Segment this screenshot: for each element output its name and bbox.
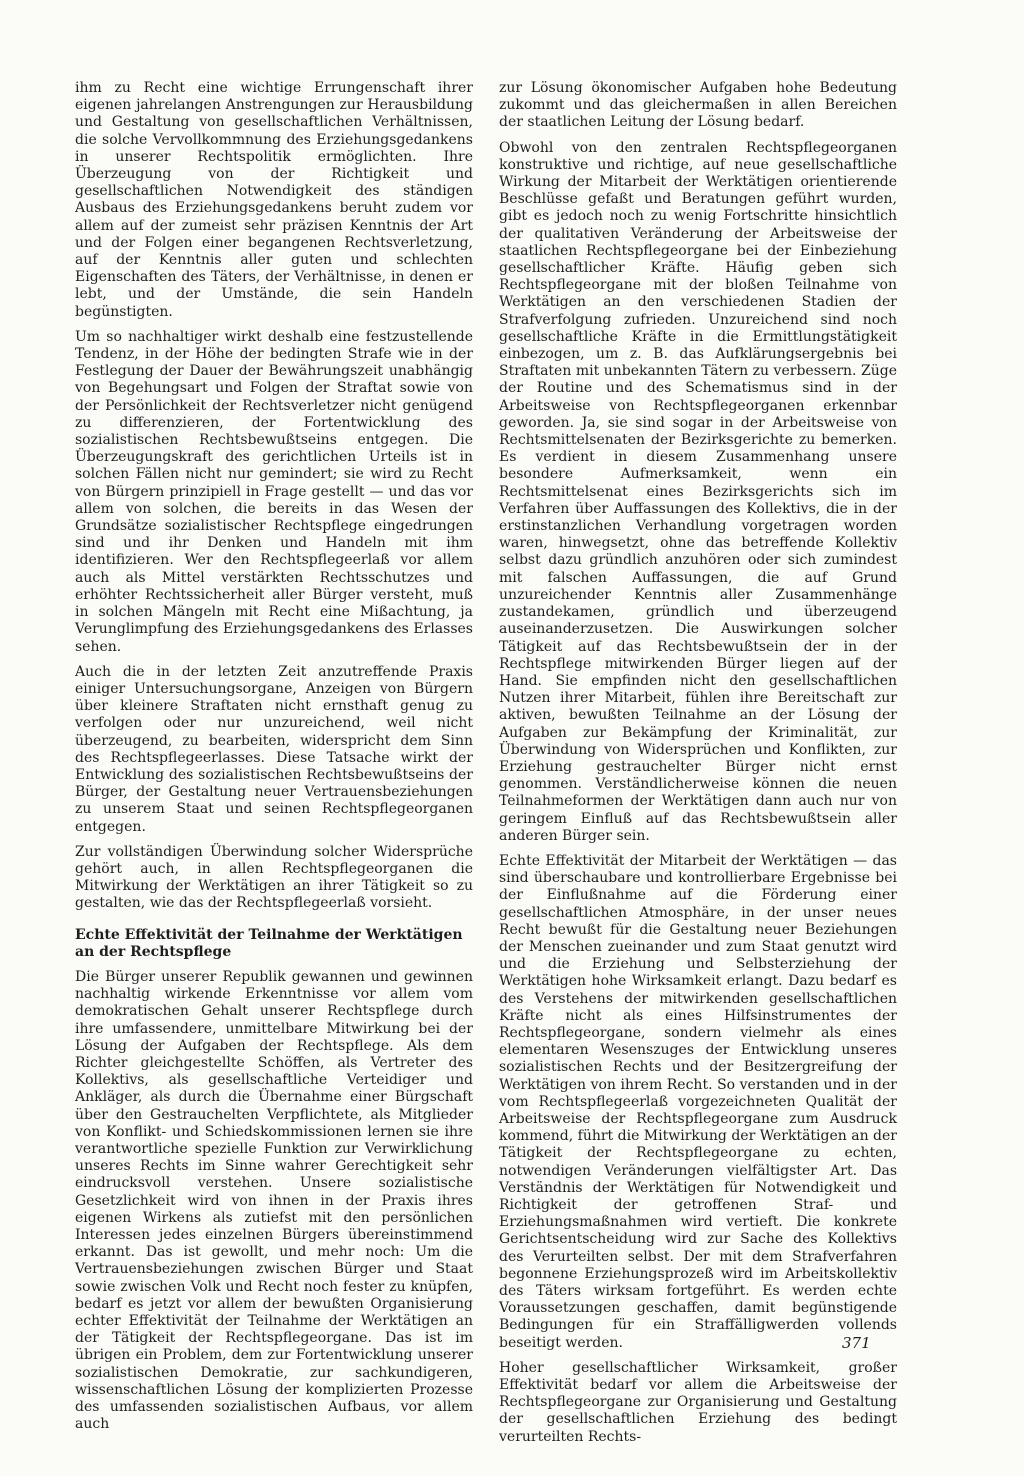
paragraph: Hoher gesellschaftlicher Wirksamkeit, großer Effektivität bedarf vor allem die Arbeitsweise der Rechtspflegeorgane zur Organisierung und Gestaltung der gesellschaftlichen Erziehung des bedingt verurteilten Rechts-	[499, 1359, 897, 1445]
paragraph: zur Lösung ökonomischer Aufgaben hohe Bedeutung zukommt und das gleichermaßen in allen Bereichen der staatlichen Leitung der Lösung bedarf.	[499, 80, 897, 131]
paragraph: Die Bürger unserer Republik gewannen und gewinnen nachhaltig wirkende Erkenntnisse vor allem vom demokratischen Gehalt unserer Rechtspflege durch ihre umfassendere, unmittelbare Mitwirkung bei der Lösung der Aufgaben der Rechtspflege. Als dem Richter gleichgestellte Schöffen, als Vertreter des Kollektivs, als gesellschaftliche Verteidiger und Ankläger, als durch die Übernahme einer Bürgschaft über den Gestrauchelten Verpflichtete, als Mitglieder von Konflikt- und Schiedskommissionen lernen sie ihre verantwortliche spezielle Funktion zur Verwirklichung unseres Rechts im Sinne wahrer Gerechtigkeit sehr eindrucksvoll verstehen. Unsere sozialistische Gesetzlichkeit wird von ihnen in der Praxis ihres eigenen Wirkens als zutiefst mit den persönlichen Interessen jedes einzelnen Bürgers übereinstimmend erkannt. Das ist gewollt, und mehr noch: Um die Vertrauensbeziehungen zwischen Bürger und Staat sowie zwischen Volk und Recht noch fester zu knüpfen, bedarf es jetzt vor allem der bewußten Organisierung echter Effektivität der Teilnahme der Werktätigen an der Tätigkeit der Rechtspflegeorgane. Das ist im übrigen ein Problem, dem zur Fortentwicklung unserer sozialistischen Demokratie, zur sachkundigeren, wissenschaftlichen Lösung der komplizierten Prozesse des umfassenden sozialistischen Aufbaus, vor allem auch	[75, 968, 473, 1433]
paragraph: Obwohl von den zentralen Rechtspflegeorganen konstruktive und richtige, auf neue gesellschaftliche Wirkung der Mitarbeit der Werktätigen orientierende Beschlüsse gefaßt und Beratungen geführt wurden, gibt es jedoch noch zu wenig Fortschritte hinsichtlich der qualitativen Veränderung der Arbeitsweise der staatlichen Rechtspflegeorgane bei der Einbeziehung gesellschaftlicher Kräfte. Häufig geben sich Rechtspflegeorgane mit der bloßen Teilnahme von Werktätigen an den verschiedenen Stadien der Strafverfolgung zufrieden. Unzureichend sind noch gesellschaftliche Kräfte in die Ermittlungstätigkeit einbezogen, um z. B. das Aufklärungsergebnis bei Straftaten mit unbekannten Tätern zu verbessern. Züge der Routine und des Schematismus sind in der Arbeitsweise von Rechtspflegeorganen erkennbar geworden. Ja, sie sind sogar in der Arbeitsweise von Rechtsmittelsenaten der Bezirksgerichte zu bemerken. Es verdient in diesem Zusammenhang unsere besondere Aufmerksamkeit, wenn ein Rechtsmittelsenat eines Bezirksgerichts sich im Verfahren über Auffassungen des Kollektivs, die in der erstinstanzlichen Verhandlung vorgetragen worden waren, hinwegsetzt, ohne das betreffende Kollektiv selbst dazu gründlich anzuhören oder sich zumindest mit falschen Auffassungen, die auf Grund unzureichender Kenntnis aller Zusammenhänge zustandekamen, gründlich und überzeugend auseinanderzusetzen. Die Auswirkungen solcher Tätigkeit auf das Rechtsbewußtsein der in der Rechtspflege mitwirkenden Bürger liegen auf der Hand. Sie empfinden nicht den gesellschaftlichen Nutzen ihrer Mitarbeit, fühlen ihre Bereitschaft zur aktiven, bewußten Teilnahme an der Lösung der Aufgaben zur Bekämpfung der Kriminalität, zur Überwindung von Widersprüchen und Konflikten, zur Erziehung gestrauchelter Bürger nicht ernst genommen. Verständlicherweise können die neuen Teilnahmeformen der Werktätigen dann auch nur von geringem Einfluß auf das Rechtsbewußtsein aller anderen Bürger sein.	[499, 139, 897, 844]
paragraph: Auch die in der letzten Zeit anzutreffende Praxis einiger Untersuchungsorgane, Anzeigen von Bürgern über kleinere Straftaten nicht ernsthaft genug zu verfolgen oder nur unzureichend, weil nicht überzeugend, zu bearbeiten, widerspricht dem Sinn des Rechtspflegeerlasses. Diese Tatsache wirkt der Entwicklung des sozialistischen Rechtsbewußtseins der Bürger, der Gestaltung neuer Vertrauensbeziehungen zu unserem Staat und seinen Rechtspflegeorganen entgegen.	[75, 663, 473, 835]
paragraph: ihm zu Recht eine wichtige Errungenschaft ihrer eigenen jahrelangen Anstrengungen zur Herausbildung und Gestaltung von gesellschaftlichen Verhältnissen, die solche Vervollkommnung des Erziehungsgedankens in unserer Rechtspolitik ermöglichten. Ihre Überzeugung von der Richtigkeit und gesellschaftlichen Notwendigkeit des ständigen Ausbaus des Erziehungsgedankens beruht zudem vor allem auf der zumeist sehr präzisen Kenntnis der Art und der Folgen einer begangenen Rechtsverletzung, auf der Kenntnis aller guten und schlechten Eigenschaften des Täters, der Verhältnisse, in denen er lebt, und der Umstände, die sein Handeln begünstigten.	[75, 80, 473, 320]
paragraph: Zur vollständigen Überwindung solcher Widersprüche gehört auch, in allen Rechtspflegeorganen die Mitwirkung der Werktätigen an ihrer Tätigkeit so zu gestalten, wie das der Rechtspflegeerlaß vorsieht.	[75, 843, 473, 912]
right-column	[499, 80, 897, 1454]
section-heading: Echte Effektivität der Teilnahme der Werktätigen an der Rechtspflege	[75, 926, 463, 960]
page-number: 371	[842, 1334, 871, 1352]
left-column	[75, 80, 473, 1441]
paragraph: Echte Effektivität der Mitarbeit der Werktätigen — das sind überschaubare und kontrollierbare Ergebnisse bei der Einflußnahme auf die Förderung einer gesellschaftlichen Atmosphäre, in der unser neues Recht bewußt für die Gestaltung neuer Beziehungen der Menschen zueinander und zum Staat genutzt wird und die Erziehung und Selbsterziehung der Werktätigen hohe Wirksamkeit erlangt. Dazu bedarf es des Verstehens der mitwirkenden gesellschaftlichen Kräfte nicht als eines Hilfsinstrumentes der Rechtspflegeorgane, sondern vielmehr als eines elementaren Wesenszuges der Entwicklung unseres sozialistischen Rechts und der Besitzergreifung der Werktätigen von ihrem Recht. So verstanden und in der vom Rechtspflegeerlaß vorgezeichneten Qualität der Arbeitsweise der Rechtspflegeorgane zum Ausdruck kommend, führt die Mitwirkung der Werktätigen an der Tätigkeit der Rechtspflegeorgane zu echten, notwendigen Veränderungen vielfältigster Art. Das Verständnis der Werktätigen für Notwendigkeit und Richtigkeit der getroffenen Straf- und Erziehungsmaßnahmen wird vertieft. Die konkrete Gerichtsentscheidung wird zur Sache des Kollektivs des Verurteilten selbst. Der mit dem Strafverfahren begonnene Erziehungsprozeß wird im Arbeitskollektiv des Täters wirksam fortgeführt. Es werden echte Voraussetzungen geschaffen, damit begünstigende Bedingungen für ein Straffälligwerden vollends beseitigt werden.	[499, 852, 897, 1351]
paragraph: Um so nachhaltiger wirkt deshalb eine festzustellende Tendenz, in der Höhe der bedingten Strafe wie in der Festlegung der Dauer der Bewährungszeit unabhängig von Begehungsart und Folgen der Straftat sowie von der Persönlichkeit der Rechtsverletzer nicht genügend zu differenzieren, der Fortentwicklung des sozialistischen Rechtsbewußtseins entgegen. Die Überzeugungskraft des gerichtlichen Urteils ist in solchen Fällen nicht nur gemindert; sie wird zu Recht von Bürgern prinzipiell in Frage gestellt — und das vor allem von solchen, die bereits in das Wesen der Grundsätze sozialistischer Rechtspflege eingedrungen sind und ihr Denken und Handeln mit ihm identifizieren. Wer den Rechtspflegeerlaß vor allem auch als Mittel verstärkten Rechtsschutzes und erhöhter Rechtssicherheit aller Bürger versteht, muß in solchen Mängeln mit Recht eine Mißachtung, ja Verunglimpfung des Erziehungsgedankens des Erlasses sehen.	[75, 328, 473, 655]
